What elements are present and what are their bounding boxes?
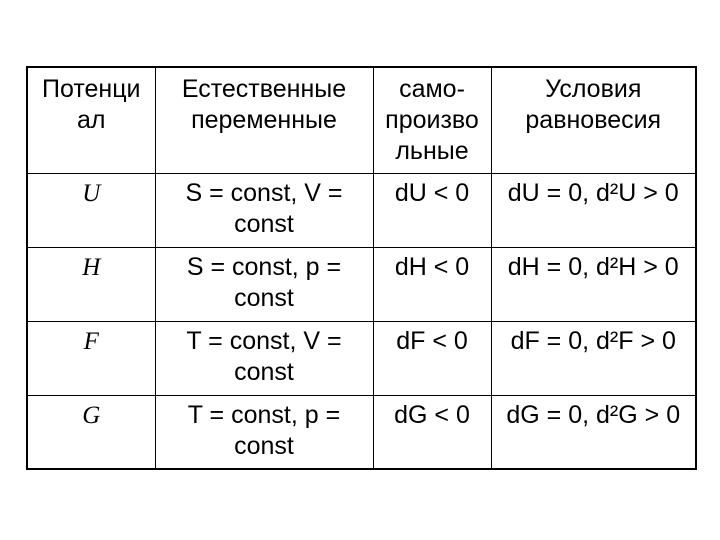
spontaneous-condition-cell: dH < 0 (373, 247, 491, 321)
natural-variables-cell: T = const, V = const (155, 321, 373, 395)
equilibrium-condition-cell: dG = 0, d²G > 0 (491, 395, 696, 469)
spontaneous-condition-cell: dU < 0 (373, 173, 491, 247)
table-row (27, 321, 696, 395)
table-row (27, 247, 696, 321)
spontaneous-condition-cell: dF < 0 (373, 321, 491, 395)
natural-variables-cell: S = const, V = const (155, 173, 373, 247)
equilibrium-condition-cell: dH = 0, d²H > 0 (491, 247, 696, 321)
header-natural-variables: Естественные переменные (155, 67, 373, 173)
potential-cell: H (27, 247, 155, 321)
header-equilibrium-conditions: Условия равновесия (491, 67, 696, 173)
equilibrium-condition-cell: dU = 0, d²U > 0 (491, 173, 696, 247)
thermodynamic-potentials-table (26, 66, 697, 470)
table-row (27, 173, 696, 247)
natural-variables-cell: S = const, p = const (155, 247, 373, 321)
header-spontaneous: само- произво льные (373, 67, 491, 173)
header-potential: Потенци ал (27, 67, 155, 173)
table-row (27, 395, 696, 469)
header-row (27, 67, 696, 173)
potential-cell: G (27, 395, 155, 469)
natural-variables-cell: T = const, p = const (155, 395, 373, 469)
spontaneous-condition-cell: dG < 0 (373, 395, 491, 469)
potential-cell: F (27, 321, 155, 395)
potential-cell: U (27, 173, 155, 247)
equilibrium-condition-cell: dF = 0, d²F > 0 (491, 321, 696, 395)
